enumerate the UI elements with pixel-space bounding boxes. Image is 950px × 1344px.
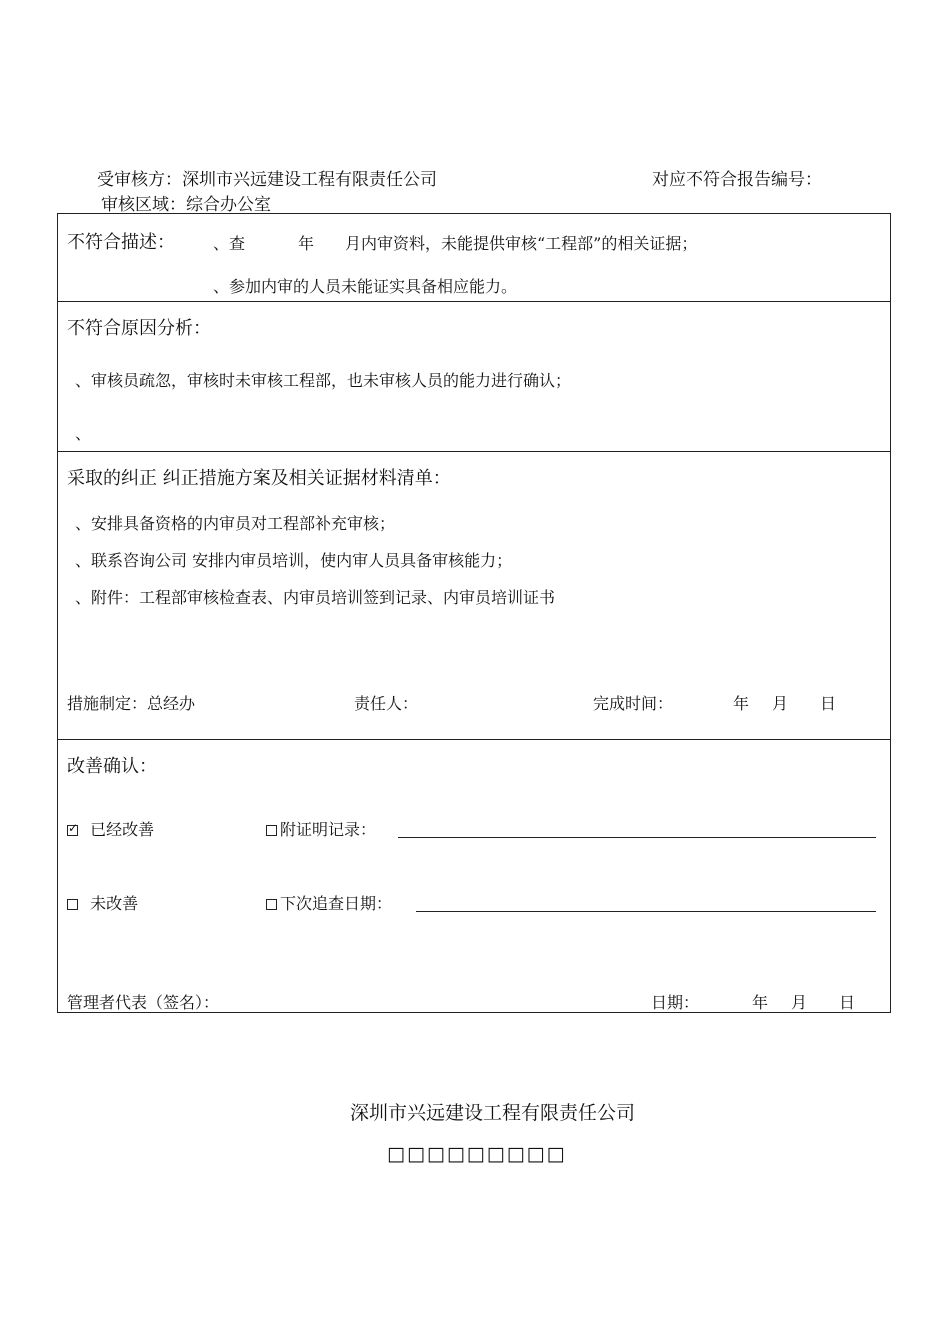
description-line1-a: 、查 xyxy=(213,234,246,253)
finish-day: 日 xyxy=(820,694,837,713)
divider xyxy=(58,451,890,452)
garbled-text: □□□□□□□□□ xyxy=(387,1143,567,1165)
report-number-label: 对应不符合报告编号： xyxy=(652,170,822,190)
corrective-item: 、安排具备资格的内审员对工程部补充审核； xyxy=(75,514,396,533)
measure-made-by: 措施制定：总经办 xyxy=(67,694,196,713)
confirm-date-label: 日期： xyxy=(651,993,700,1012)
confirm-month: 月 xyxy=(791,993,808,1012)
corrective-item: 、联系咨询公司 安排内审员培训，使内审人员具备审核能力； xyxy=(75,551,513,570)
responsible-person: 责任人： xyxy=(354,694,419,713)
divider xyxy=(58,301,890,302)
corrective-item: 、附件：工程部审核检查表、内审员培训签到记录、内审员培训证书 xyxy=(75,588,556,607)
next-check-line[interactable] xyxy=(416,911,876,912)
confirm-year: 年 xyxy=(752,993,769,1012)
improved-option[interactable] xyxy=(67,817,154,840)
attach-record-option[interactable] xyxy=(266,817,376,840)
attach-record-line[interactable] xyxy=(398,837,876,838)
confirm-title: 改善确认： xyxy=(67,756,157,777)
audit-area-label: 审核区域：综合办公室 xyxy=(101,195,271,215)
finish-month: 月 xyxy=(772,694,789,713)
nonconformity-form xyxy=(57,213,891,1013)
attach-record-label: 附证明记录： xyxy=(280,820,377,839)
signer-label: 管理者代表（签名）： xyxy=(67,993,220,1012)
description-line1-c: 月内审资料，未能提供审核“工程部”的相关证据； xyxy=(345,234,698,253)
cause-line1: 、审核员疏忽，审核时未审核工程部，也未审核人员的能力进行确认； xyxy=(75,371,572,390)
not-improved-checkbox[interactable] xyxy=(67,899,78,910)
not-improved-option[interactable] xyxy=(67,891,138,914)
next-check-checkbox[interactable] xyxy=(266,899,277,910)
finish-time-label: 完成时间： xyxy=(593,694,674,713)
corrective-title: 采取的纠正 纠正措施方案及相关证据材料清单： xyxy=(67,468,451,489)
attach-record-checkbox[interactable] xyxy=(266,825,277,836)
cause-title: 不符合原因分析： xyxy=(67,318,211,339)
cause-line2: 、 xyxy=(75,424,92,443)
auditee-label: 受审核方：深圳市兴远建设工程有限责任公司 xyxy=(97,170,437,190)
improved-label: 已经改善 xyxy=(90,820,155,839)
company-name: 深圳市兴远建设工程有限责任公司 xyxy=(350,1102,636,1124)
next-check-option[interactable] xyxy=(266,891,392,914)
improved-checkbox[interactable] xyxy=(67,825,78,836)
nonconformity-title: 不符合描述： xyxy=(67,232,175,253)
not-improved-label: 未改善 xyxy=(90,894,139,913)
description-line2: 、参加内审的人员未能证实具备相应能力。 xyxy=(213,277,518,296)
confirm-day: 日 xyxy=(839,993,856,1012)
finish-year: 年 xyxy=(733,694,750,713)
divider xyxy=(58,739,890,740)
next-check-label: 下次追查日期： xyxy=(280,894,393,913)
description-line1-b: 年 xyxy=(298,234,315,253)
